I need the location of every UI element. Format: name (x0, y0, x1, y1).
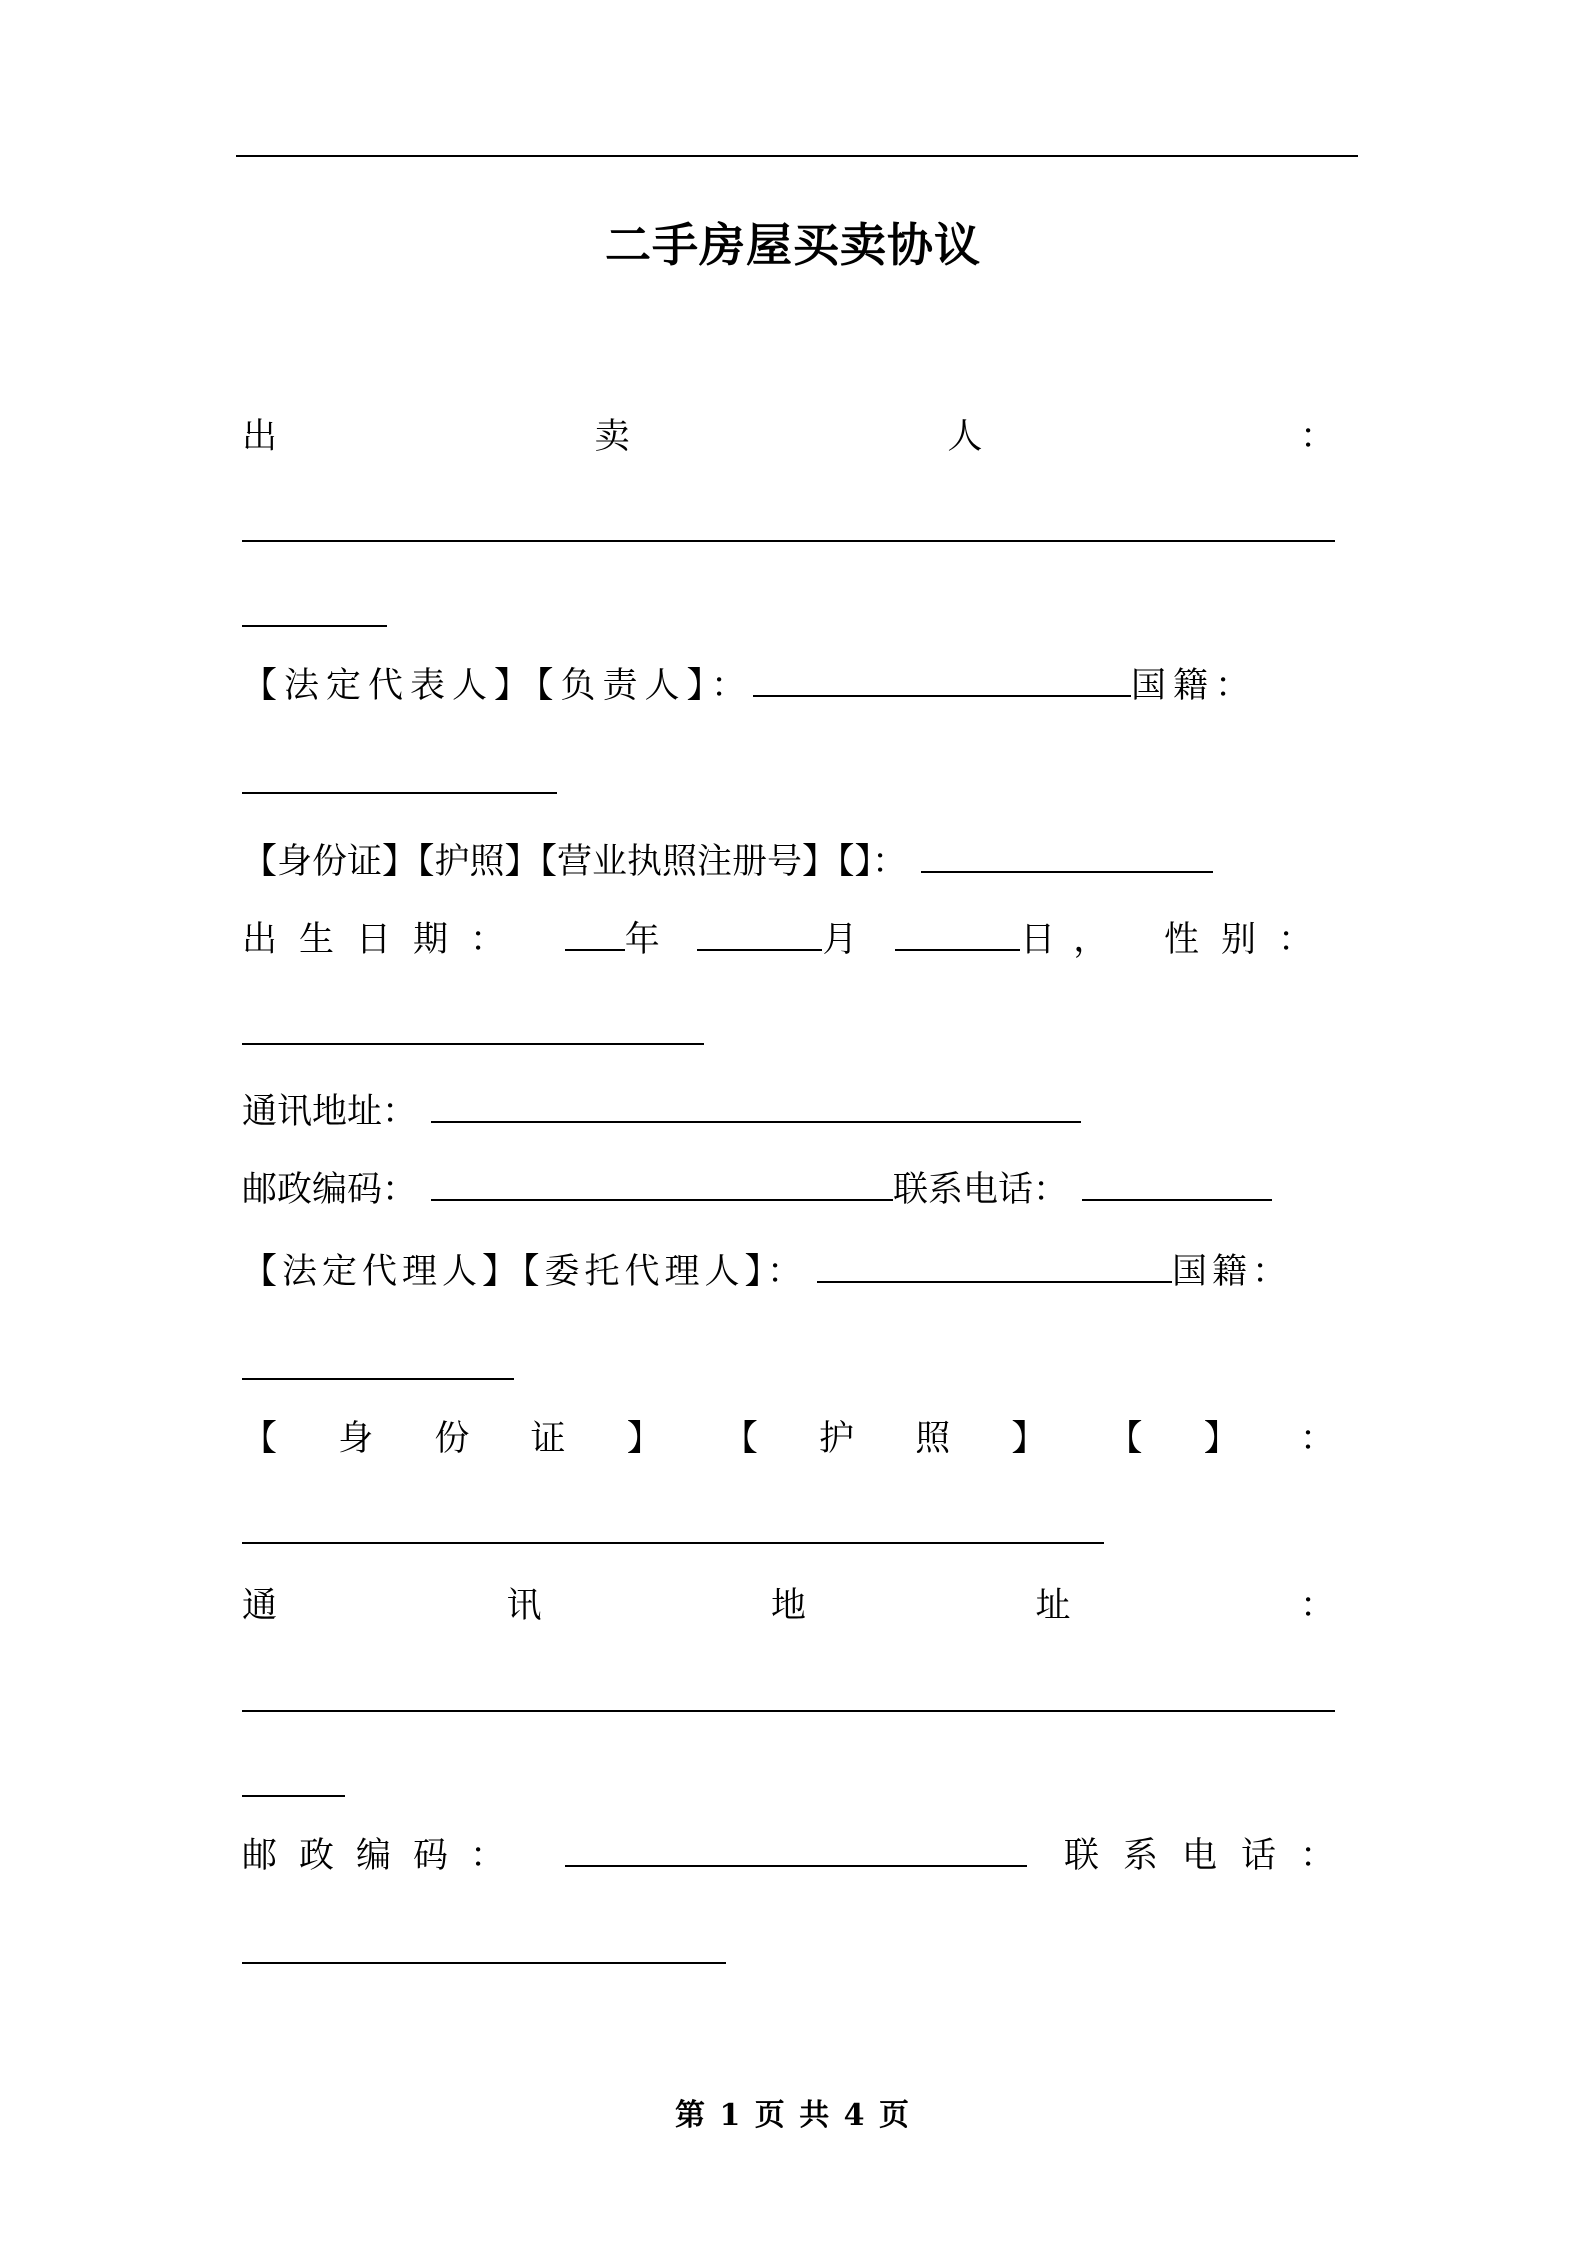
year-label: 年 (624, 920, 660, 960)
agent-nationality-blank[interactable] (242, 1378, 514, 1380)
seller-birth-row (242, 916, 1335, 964)
header-rule (236, 155, 1358, 157)
agent-address-label-row (242, 1582, 1335, 1630)
document-title: 二手房屋买卖协议 (605, 218, 981, 272)
seller-label-row (242, 413, 1335, 461)
seller-rep-row (242, 662, 1257, 710)
agent-id-char: ： (1299, 1419, 1335, 1459)
seller-label-char: 卖 (594, 417, 630, 457)
agent-postcode-label: 邮政编码： (242, 1836, 528, 1876)
agent-label: 【法定代理人】【委托代理人】： (242, 1252, 808, 1292)
seller-name-blank-cont[interactable] (242, 625, 387, 627)
agent-id-char: 护 (819, 1419, 855, 1459)
agent-address-blank-cont[interactable] (242, 1795, 345, 1797)
month-label: 月 (822, 920, 858, 960)
seller-id-row (242, 838, 1213, 886)
seller-postcode-label: 邮政编码： (242, 1170, 418, 1210)
seller-birth-label: 出生日期： (242, 920, 528, 960)
page-number: 第 1 页 共 4 页 (675, 2098, 911, 2133)
birth-day-blank[interactable] (895, 919, 1020, 951)
seller-name-blank[interactable] (242, 540, 1335, 542)
seller-postcode-row (242, 1166, 1272, 1214)
agent-address-char: 址 (1035, 1586, 1071, 1626)
agent-id-char: 照 (915, 1419, 951, 1459)
agent-id-blank[interactable] (242, 1542, 1104, 1544)
agent-postcode-row (242, 1832, 1359, 1880)
seller-address-row (242, 1088, 1081, 1136)
seller-id-label: 【身份证】【护照】【营业执照注册号】【】： (242, 842, 908, 882)
seller-nationality-label: 国籍： (1131, 666, 1258, 706)
agent-name-blank[interactable] (817, 1251, 1172, 1283)
agent-id-row (242, 1415, 1335, 1463)
birth-year-blank[interactable] (565, 919, 625, 951)
seller-label-char: 人 (947, 417, 983, 457)
agent-address-blank[interactable] (242, 1710, 1335, 1712)
seller-label-char: ： (1299, 417, 1335, 457)
agent-id-char: 】 (626, 1419, 662, 1459)
agent-id-char: 份 (434, 1419, 470, 1459)
agent-id-char: 身 (338, 1419, 374, 1459)
seller-nationality-blank[interactable] (242, 792, 557, 794)
seller-phone-blank[interactable] (1082, 1169, 1272, 1201)
agent-row (242, 1248, 1292, 1296)
agent-id-char: 】 (1011, 1419, 1047, 1459)
agent-phone-blank[interactable] (242, 1962, 726, 1964)
agent-id-char: 证 (530, 1419, 566, 1459)
agent-id-char: 】 (1203, 1419, 1239, 1459)
seller-rep-blank[interactable] (753, 665, 1131, 697)
seller-address-blank[interactable] (431, 1091, 1081, 1123)
gender-label: 性别： (1163, 920, 1335, 960)
agent-postcode-blank[interactable] (565, 1835, 1027, 1867)
birth-month-blank[interactable] (697, 919, 822, 951)
agent-address-char: 讯 (506, 1586, 542, 1626)
seller-address-label: 通讯地址： (242, 1092, 418, 1132)
seller-phone-label: 联系电话： (893, 1170, 1069, 1210)
seller-id-blank[interactable] (921, 841, 1213, 873)
agent-phone-label: 联系电话： (1063, 1836, 1359, 1876)
agent-nationality-label: 国籍： (1172, 1252, 1293, 1292)
day-label: 日， (1020, 920, 1127, 960)
agent-id-char: 【 (242, 1419, 278, 1459)
agent-id-char: 【 (1107, 1419, 1143, 1459)
agent-address-char: 通 (242, 1586, 278, 1626)
seller-rep-label: 【法定代表人】【负责人】： (242, 666, 754, 706)
gender-blank[interactable] (242, 1043, 704, 1045)
seller-postcode-blank[interactable] (431, 1169, 893, 1201)
agent-id-char: 【 (722, 1419, 758, 1459)
agent-address-char: 地 (770, 1586, 806, 1626)
seller-label-char: 出 (242, 417, 278, 457)
agent-address-char: ： (1299, 1586, 1335, 1626)
